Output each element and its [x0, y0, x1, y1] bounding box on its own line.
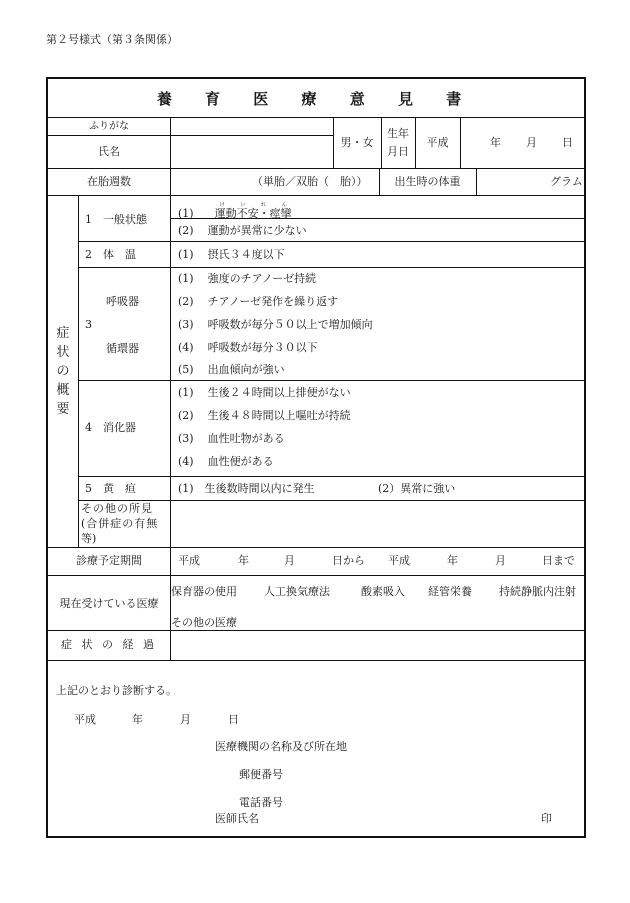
form-reference: 第２号様式（第３条関係） — [46, 33, 178, 46]
seal-mark: 印 — [541, 812, 552, 825]
diagnosis-month: 月 — [180, 713, 191, 726]
other-findings-label-2: (合併症の有無 — [81, 517, 159, 530]
symptoms-section-label: 症 状 の 概 要 — [56, 326, 70, 417]
rule — [78, 500, 584, 501]
schedule-from: 日から — [332, 554, 365, 567]
resp-circ-number: 3 — [85, 318, 92, 331]
list-item[interactable]: (4) 呼吸数が毎分３０以下 — [178, 341, 318, 354]
doctor-name-label: 医師氏名 — [215, 812, 259, 825]
phone-label: 電話番号 — [239, 796, 283, 809]
care-option[interactable]: 持続静脈内注射 — [499, 585, 576, 598]
name-label: 氏名 — [98, 145, 120, 158]
form-title: 養 育 医 療 意 見 書 — [156, 90, 476, 108]
rule — [48, 168, 584, 169]
gestation-label: 在胎週数 — [87, 175, 131, 188]
birth-month-label: 月 — [526, 136, 537, 149]
rule — [48, 135, 333, 136]
rule — [78, 241, 584, 242]
care-option[interactable]: 経管栄養 — [428, 585, 472, 598]
diagnosis-day: 日 — [228, 713, 239, 726]
rule — [78, 380, 584, 381]
other-findings-label-1: その他の所見 — [81, 502, 153, 515]
jaundice-label: 5 黄 疸 — [85, 482, 136, 495]
rule — [460, 117, 461, 168]
list-item[interactable]: (3) 血性吐物がある — [178, 432, 285, 445]
weight-unit: グラム — [550, 175, 583, 188]
list-item[interactable]: (2) 運動が異常に少ない — [178, 224, 307, 237]
jaundice-item-2[interactable]: (2）異常に強い — [378, 482, 456, 495]
schedule-year-1: 年 — [238, 554, 249, 567]
list-item[interactable]: (2) チアノーゼ発作を繰り返す — [178, 295, 339, 308]
schedule-to: 日まで — [542, 554, 575, 567]
birth-day-label: 日 — [562, 136, 573, 149]
other-findings-label-3: 等) — [81, 532, 97, 545]
rule — [78, 476, 584, 477]
furigana-label: ふりがな — [89, 121, 129, 132]
schedule-era-2: 平成 — [388, 554, 410, 567]
care-option[interactable]: 酸素吸入 — [361, 585, 405, 598]
diagnosis-era: 平成 — [74, 713, 96, 726]
furigana-field[interactable] — [171, 119, 332, 133]
schedule-month-1: 月 — [284, 554, 295, 567]
birth-type[interactable]: （単胎／双胎（ 胎）） — [252, 175, 368, 188]
schedule-year-2: 年 — [447, 554, 458, 567]
rule — [48, 547, 584, 548]
rule — [381, 117, 382, 168]
list-item[interactable]: (4) 血性便がある — [178, 455, 274, 468]
rule — [476, 168, 477, 195]
care-option[interactable]: 保育器の使用 — [171, 585, 237, 598]
progress-field[interactable] — [171, 632, 583, 658]
institution-label: 医療機関の名称及び所在地 — [215, 740, 347, 753]
rule — [48, 660, 584, 661]
progress-label: 症 状 の 経 過 — [61, 638, 157, 651]
schedule-era-1: 平成 — [178, 554, 200, 567]
list-item[interactable]: (2) 生後４８時間以上嘔吐が持続 — [178, 409, 351, 422]
circulatory-label: 循環器 — [106, 342, 139, 355]
rule — [48, 117, 584, 118]
care-option[interactable]: 人工換気療法 — [264, 585, 330, 598]
list-item[interactable]: (1) 強度のチアノーゼ持続 — [178, 272, 317, 285]
list-item[interactable]: (3) 呼吸数が毎分５０以上で増加傾向 — [178, 318, 373, 331]
birth-era: 平成 — [426, 136, 449, 149]
temperature-label: 2 体 温 — [85, 248, 136, 261]
birth-weight-label: 出生時の体重 — [394, 175, 461, 188]
rule — [78, 267, 584, 268]
care-other[interactable]: その他の医療 — [171, 616, 237, 629]
rule — [48, 630, 584, 631]
diagnosis-statement: 上記のとおり診断する。 — [56, 684, 177, 697]
other-findings-field[interactable] — [171, 502, 583, 546]
sex-choice[interactable]: 男・女 — [340, 136, 374, 149]
schedule-label: 診療予定期間 — [76, 554, 142, 567]
opinion-form — [46, 77, 586, 838]
diagnosis-year: 年 — [132, 713, 143, 726]
name-field[interactable] — [171, 139, 332, 165]
jaundice-item-1[interactable]: (1) 生後数時間以内に発生 — [178, 482, 315, 495]
digestive-label: 4 消化器 — [85, 421, 136, 434]
current-care-label: 現在受けている医療 — [59, 597, 159, 610]
rule — [48, 575, 584, 576]
rule — [78, 195, 79, 547]
birth-label-2: 月日 — [387, 145, 409, 158]
postal-label: 郵便番号 — [239, 768, 283, 781]
list-item[interactable]: (1) 運動不安・痙攣けいれん — [178, 202, 292, 220]
general-state-label: 1 一般状態 — [85, 213, 147, 226]
schedule-month-2: 月 — [495, 554, 506, 567]
list-item[interactable]: (5) 出血傾向が強い — [178, 363, 285, 376]
rule — [48, 195, 584, 196]
list-item[interactable]: (1) 生後２４時間以上排便がない — [178, 386, 351, 399]
birth-label-1: 生年 — [387, 127, 409, 140]
respiratory-label: 呼吸器 — [106, 295, 139, 308]
list-item[interactable]: (1) 摂氏３４度以下 — [178, 248, 285, 261]
birth-year-label: 年 — [490, 136, 501, 149]
